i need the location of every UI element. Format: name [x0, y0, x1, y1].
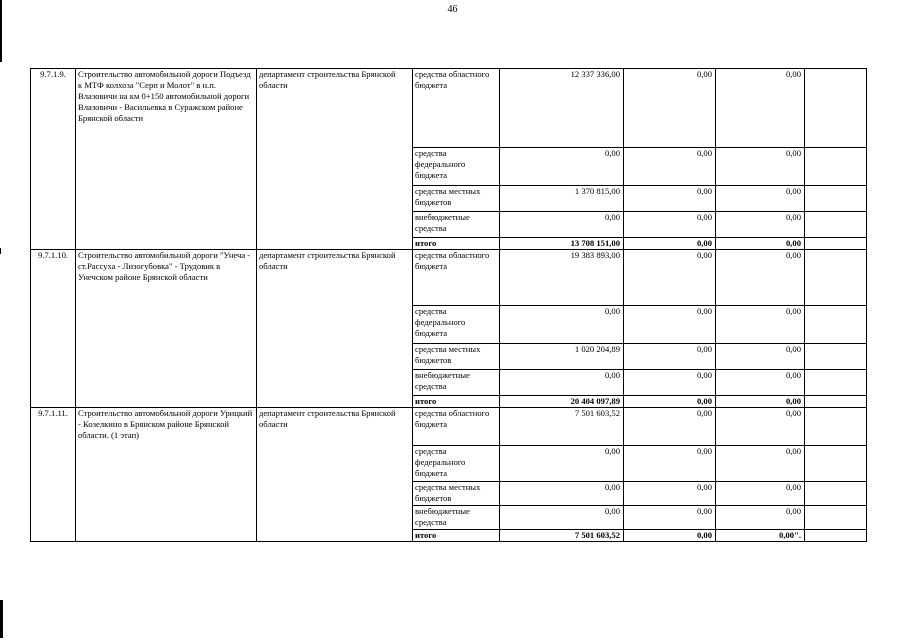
amount-cell: 0,00 — [624, 344, 716, 370]
project-executor: департамент строительства Брянской области — [257, 250, 413, 408]
scan-edge-mark — [0, 600, 3, 638]
total-amount: 0,00". — [716, 530, 805, 542]
empty-cell — [805, 408, 867, 446]
total-amount: 7 501 603,52 — [500, 530, 624, 542]
project-code: 9.7.1.10. — [31, 250, 76, 408]
table-row — [31, 408, 867, 446]
page-number: 46 — [447, 4, 458, 15]
total-amount: 13 708 151,00 — [500, 238, 624, 250]
amount-cell: 0,00 — [624, 212, 716, 238]
empty-cell — [805, 370, 867, 396]
funding-source: средства местных бюджетов — [413, 482, 500, 506]
amount-cell: 7 501 603,52 — [500, 408, 624, 446]
funding-source: средства областного бюджета — [413, 69, 500, 148]
table-row — [31, 69, 867, 148]
total-amount: 0,00 — [624, 238, 716, 250]
amount-cell: 1 020 204,89 — [500, 344, 624, 370]
funding-source: внебюджетные средства — [413, 370, 500, 396]
amount-cell: 0,00 — [624, 482, 716, 506]
total-amount: 20 404 097,89 — [500, 396, 624, 408]
budget-table — [30, 68, 867, 542]
amount-cell: 0,00 — [624, 506, 716, 530]
amount-cell: 0,00 — [716, 69, 805, 148]
funding-source: внебюджетные средства — [413, 212, 500, 238]
funding-source: средства местных бюджетов — [413, 186, 500, 212]
amount-cell: 0,00 — [500, 370, 624, 396]
amount-cell: 0,00 — [716, 370, 805, 396]
empty-cell — [805, 506, 867, 530]
empty-cell — [805, 344, 867, 370]
empty-cell — [805, 530, 867, 542]
empty-cell — [805, 148, 867, 186]
amount-cell: 0,00 — [500, 306, 624, 344]
total-amount: 0,00 — [624, 396, 716, 408]
empty-cell — [805, 69, 867, 148]
amount-cell: 0,00 — [624, 148, 716, 186]
project-executor: департамент строительства Брянской области — [257, 408, 413, 542]
scan-edge-mark — [0, 248, 1, 254]
amount-cell: 0,00 — [624, 370, 716, 396]
funding-source: внебюджетные средства — [413, 506, 500, 530]
funding-source: средства федерального бюджета — [413, 446, 500, 482]
amount-cell: 0,00 — [500, 446, 624, 482]
amount-cell: 0,00 — [624, 186, 716, 212]
amount-cell: 0,00 — [716, 446, 805, 482]
amount-cell: 0,00 — [716, 250, 805, 306]
amount-cell: 0,00 — [624, 69, 716, 148]
project-code: 9.7.1.11. — [31, 408, 76, 542]
empty-cell — [805, 212, 867, 238]
project-name: Строительство автомобильной дороги Подъезд к МТФ колхоза "Серп и Молот" в н.п. Влазовичи на км 0+150 автомобильной дороги Влазовичи - Васильевка в Суражском районе Брянской области — [76, 69, 257, 250]
funding-source: средства местных бюджетов — [413, 344, 500, 370]
scan-edge-mark — [0, 0, 2, 62]
empty-cell — [805, 238, 867, 250]
amount-cell: 0,00 — [716, 186, 805, 212]
amount-cell: 0,00 — [500, 482, 624, 506]
total-label: итого — [413, 238, 500, 250]
amount-cell: 0,00 — [716, 408, 805, 446]
amount-cell: 1 370 815,00 — [500, 186, 624, 212]
amount-cell: 0,00 — [624, 306, 716, 344]
project-name: Строительство автомобильной дороги "Унеча - ст.Рассуха - Лизогубовка" - Трудовик в Унечском районе Брянской области — [76, 250, 257, 408]
empty-cell — [805, 396, 867, 408]
total-amount: 0,00 — [624, 530, 716, 542]
total-label: итого — [413, 530, 500, 542]
project-code: 9.7.1.9. — [31, 69, 76, 250]
amount-cell: 0,00 — [624, 250, 716, 306]
empty-cell — [805, 482, 867, 506]
project-name: Строительство автомобильной дороги Урицкий - Козелкино в Брянском районе Брянской области. (1 этап) — [76, 408, 257, 542]
funding-source: средства областного бюджета — [413, 250, 500, 306]
empty-cell — [805, 186, 867, 212]
funding-source: средства федерального бюджета — [413, 306, 500, 344]
amount-cell: 19 383 893,00 — [500, 250, 624, 306]
amount-cell: 0,00 — [716, 506, 805, 530]
amount-cell: 0,00 — [716, 482, 805, 506]
table-row — [31, 250, 867, 306]
amount-cell: 0,00 — [624, 446, 716, 482]
funding-source: средства федерального бюджета — [413, 148, 500, 186]
amount-cell: 0,00 — [716, 212, 805, 238]
total-amount: 0,00 — [716, 238, 805, 250]
amount-cell: 0,00 — [624, 408, 716, 446]
amount-cell: 0,00 — [500, 212, 624, 238]
empty-cell — [805, 250, 867, 306]
empty-cell — [805, 306, 867, 344]
total-label: итого — [413, 396, 500, 408]
amount-cell: 0,00 — [716, 306, 805, 344]
project-executor: департамент строительства Брянской области — [257, 69, 413, 250]
amount-cell: 0,00 — [716, 344, 805, 370]
funding-source: средства областного бюджета — [413, 408, 500, 446]
amount-cell: 0,00 — [500, 506, 624, 530]
total-amount: 0,00 — [716, 396, 805, 408]
amount-cell: 0,00 — [500, 148, 624, 186]
amount-cell: 12 337 336,00 — [500, 69, 624, 148]
empty-cell — [805, 446, 867, 482]
amount-cell: 0,00 — [716, 148, 805, 186]
